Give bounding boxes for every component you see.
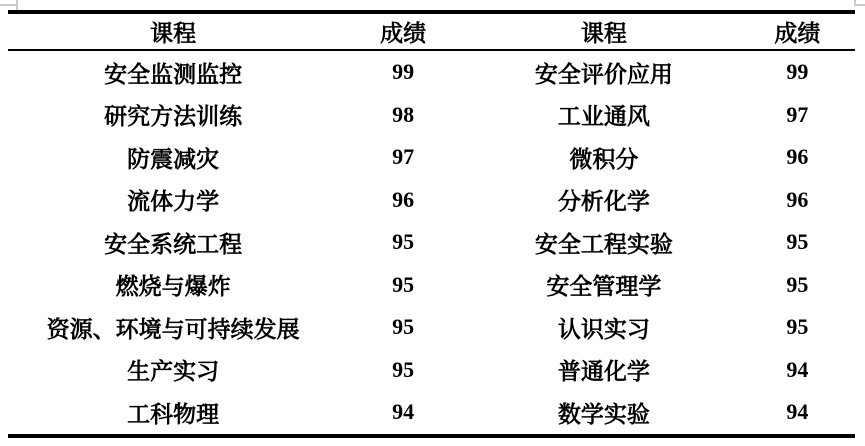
score-cell: 97 <box>392 144 415 170</box>
gridline-mark-top-right-vertical <box>854 0 856 5</box>
course-cell: 工业通风 <box>557 104 650 130</box>
course-cell: 普通化学 <box>557 359 650 385</box>
table-row <box>8 349 855 392</box>
course-cell: 安全管理学 <box>546 274 662 300</box>
score-cell: 95 <box>392 356 415 382</box>
course-cell: 研究方法训练 <box>104 104 243 130</box>
score-cell: 97 <box>786 101 809 127</box>
score-cell: 95 <box>786 314 809 340</box>
score-cell: 95 <box>392 271 415 297</box>
course-cell: 安全监测监控 <box>104 61 243 87</box>
score-cell: 96 <box>786 144 809 170</box>
score-cell: 94 <box>786 356 809 382</box>
score-cell: 94 <box>392 399 415 425</box>
course-cell: 工科物理 <box>127 401 220 427</box>
course-cell: 生产实习 <box>127 359 220 385</box>
header-course-2: 课程 <box>580 21 627 46</box>
table-row <box>8 306 855 349</box>
score-cell: 94 <box>786 399 809 425</box>
score-cell: 98 <box>392 101 415 127</box>
course-cell: 分析化学 <box>557 189 650 215</box>
course-cell: 认识实习 <box>557 316 650 342</box>
table-row <box>8 94 855 137</box>
score-cell: 99 <box>392 59 415 85</box>
course-cell: 数学实验 <box>557 401 650 427</box>
score-cell: 95 <box>786 229 809 255</box>
course-cell: 安全工程实验 <box>534 231 673 257</box>
header-course-1: 课程 <box>150 21 197 46</box>
table-row <box>8 50 855 94</box>
course-cell: 燃烧与爆炸 <box>115 274 231 300</box>
score-cell: 95 <box>392 314 415 340</box>
table-body <box>8 50 855 436</box>
course-cell: 安全评价应用 <box>534 61 673 87</box>
course-cell: 资源、环境与可持续发展 <box>46 316 300 342</box>
header-score-1: 成绩 <box>380 21 427 46</box>
table-row <box>8 391 855 436</box>
score-cell: 95 <box>786 271 809 297</box>
course-cell: 流体力学 <box>127 189 220 215</box>
header-score-2: 成绩 <box>774 21 821 46</box>
header-row <box>8 12 855 50</box>
table-row <box>8 264 855 307</box>
course-cell: 防震减灾 <box>127 146 220 172</box>
table-row <box>8 136 855 179</box>
table-row <box>8 179 855 222</box>
score-cell: 95 <box>392 229 415 255</box>
course-cell: 微积分 <box>569 146 639 172</box>
table-row <box>8 221 855 264</box>
score-cell: 99 <box>786 59 809 85</box>
table-header <box>8 12 855 50</box>
grades-table <box>8 10 855 438</box>
score-cell: 96 <box>786 186 809 212</box>
score-cell: 96 <box>392 186 415 212</box>
course-cell: 安全系统工程 <box>104 231 243 257</box>
